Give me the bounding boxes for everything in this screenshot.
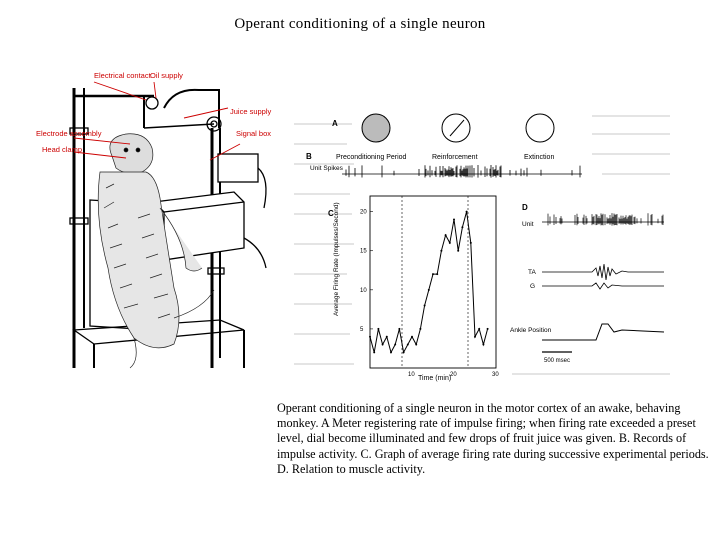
chart-y-tick-label: 20 [360,209,367,216]
firing-rate-point [445,234,447,236]
firing-rate-point [478,328,480,330]
d-scale-label: 500 msec [544,358,571,364]
label-oil-supply: Oil supply [150,71,183,80]
firing-rate-point [457,250,459,252]
firing-rate-point [424,304,426,306]
firing-rate-point [369,336,371,338]
firing-rate-point [419,328,421,330]
firing-rate-point [470,242,472,244]
d-ta-label: TA [528,269,536,276]
panel-label-c: C [328,209,334,218]
chart-y-tick-label: 10 [360,287,367,294]
meter-dial-reinforcement [442,114,470,142]
firing-rate-point [377,328,379,330]
meter-dial-lit [362,114,390,142]
firing-rate-point [382,344,384,346]
ta-emg-trace [542,264,664,280]
firing-rate-point [373,351,375,353]
period-extinction: Extinction [524,154,555,161]
chart-y-tick-label: 5 [360,326,364,333]
period-preconditioning: Preconditioning Period [336,154,407,161]
panel-label-d: D [522,203,528,212]
firing-rate-point [390,351,392,353]
panel-label-b: B [306,152,312,161]
g-emg-trace [542,283,664,289]
firing-rate-point [461,226,463,228]
monkey-apparatus-illustration [34,68,274,380]
slide-title: Operant conditioning of a single neuron [234,16,486,32]
ankle-position-trace [542,324,664,340]
firing-rate-point [415,344,417,346]
label-signal-box: Signal box [236,129,272,138]
chart-plot-area [370,196,496,368]
d-unit-label: Unit [522,221,534,228]
d-g-label: G [530,283,536,290]
firing-rate-point [487,328,489,330]
label-head-clamp: Head clamp [42,145,83,154]
figure-caption: Operant conditioning of a single neuron in the motor cortex of an awake, behaving monkey. A Meter registering rate of impulse firing; when firing rate exceeded a preset level, dial become illuminated and few drops of fruit juice was given. B. Records of impulse activity. C. Graph of average firing rate during successive experimental periods. D. Relation to muscle activity. [277,401,709,476]
chart-x-tick-label: 20 [450,372,457,378]
firing-rate-point [432,273,434,275]
firing-rate-point [407,344,409,346]
firing-rate-point [386,336,388,338]
d-ankle-label: Ankle Position [510,327,552,334]
chart-x-tick-label: 10 [408,372,415,378]
neuron-recording-figure [292,104,672,386]
firing-rate-point [394,344,396,346]
label-electrode-assembly: Electrode assembly [36,129,102,138]
panel-label-a: A [332,119,338,128]
firing-rate-point [411,336,413,338]
meter-dial-extinction [526,114,554,142]
firing-rate-point [428,289,430,291]
chart-y-label: Average Firing Rate (Impulses/Second) [333,202,340,316]
firing-rate-point [440,250,442,252]
label-electrical-contact: Electrical contact [94,71,151,80]
firing-rate-point [466,211,468,213]
firing-rate-point [436,273,438,275]
period-reinforcement: Reinforcement [432,154,478,161]
firing-rate-point [403,351,405,353]
firing-rate-point [474,336,476,338]
firing-rate-point [482,344,484,346]
chart-x-tick-label: 30 [492,372,499,378]
label-juice-supply: Juice supply [230,107,272,116]
chart-x-label: Time (min) [418,375,452,382]
unit-spikes-label: Unit Spikes [310,165,343,172]
firing-rate-point [453,218,455,220]
firing-rate-point [398,328,400,330]
chart-y-tick-label: 15 [360,248,367,255]
firing-rate-point [449,242,451,244]
